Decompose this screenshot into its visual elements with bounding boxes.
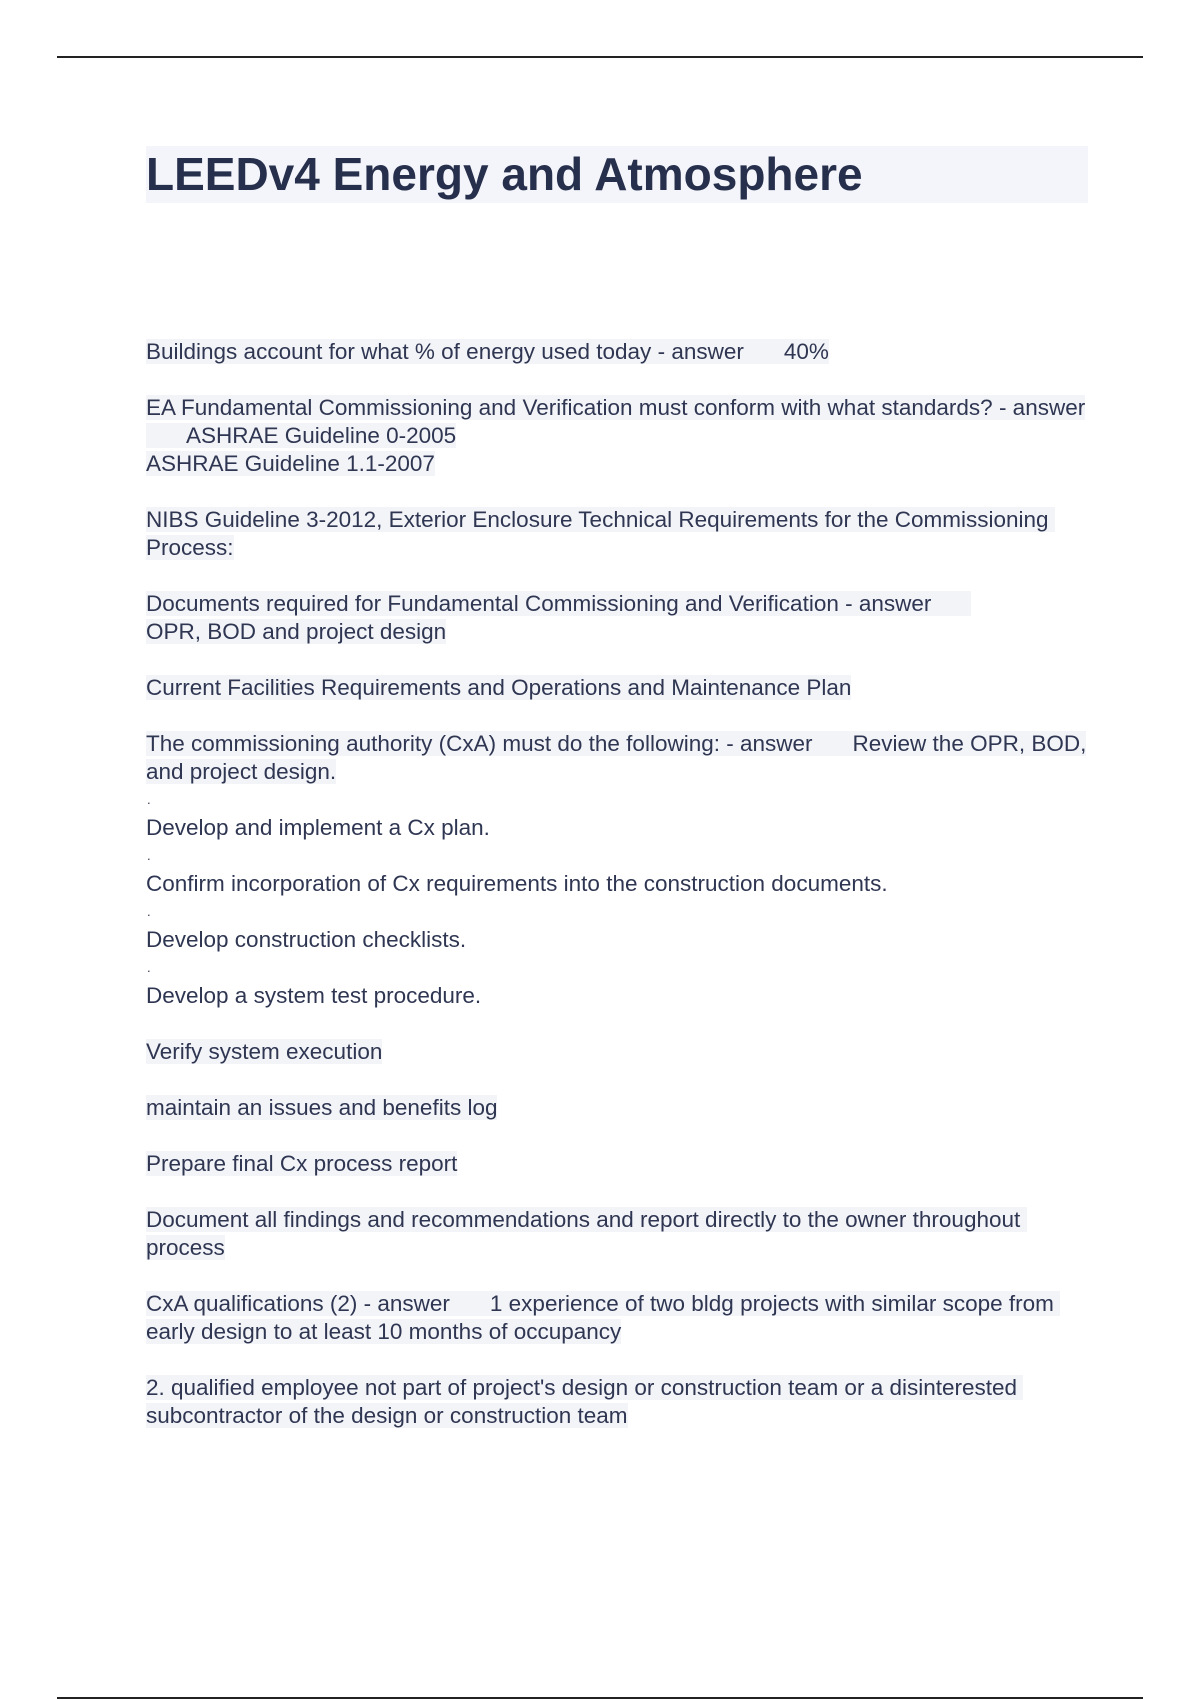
qa-item xyxy=(146,394,1096,478)
qa-paragraph xyxy=(146,1206,1096,1262)
answer-separator: - answer xyxy=(726,731,813,756)
extra-text: 2. qualified employee not part of project's design or construction team or a disinterested subcontractor of the design or construction team xyxy=(146,1375,1024,1428)
bullet-mark: . xyxy=(147,960,151,975)
top-rule xyxy=(57,56,1143,58)
answer-separator: - answer xyxy=(363,1291,450,1316)
question-text: Documents required for Fundamental Commissioning and Verification xyxy=(146,591,839,616)
answer-text: ASHRAE Guideline 0-2005 xyxy=(186,423,457,448)
question-text: EA Fundamental Commissioning and Verification must conform with what standards? xyxy=(146,395,993,420)
answer-text: Review the OPR, BOD, and project design. xyxy=(146,731,1087,784)
paragraph-text: Verify system execution xyxy=(146,1039,383,1064)
list-item: Confirm incorporation of Cx requirements into the construction documents. xyxy=(146,871,888,896)
list-item: Develop construction checklists. xyxy=(146,927,467,952)
bullet-mark: . xyxy=(147,792,151,807)
qa-item xyxy=(146,338,1096,366)
page-title: LEEDv4 Energy and Atmosphere xyxy=(146,148,863,200)
answer-text: OPR, BOD and project design xyxy=(146,619,447,644)
answer-text: ASHRAE Guideline 1.1-2007 xyxy=(146,451,435,476)
answer-text: 40% xyxy=(783,339,829,364)
qa-extra xyxy=(146,674,1096,702)
bullet-mark: . xyxy=(147,848,151,863)
bottom-rule xyxy=(57,1697,1143,1699)
qa-paragraph xyxy=(146,1094,1096,1122)
document-body xyxy=(146,338,1096,1458)
qa-extra xyxy=(146,1374,1096,1430)
extra-text: Current Facilities Requirements and Operations and Maintenance Plan xyxy=(146,675,852,700)
bullet-mark: . xyxy=(147,904,151,919)
answer-separator: - answer xyxy=(998,395,1086,420)
qa-item xyxy=(146,730,1096,1010)
qa-paragraph xyxy=(146,1038,1096,1066)
question-text: CxA qualifications (2) xyxy=(146,1291,358,1316)
answer-text: 1 experience of two bldg projects with similar scope from early design to at least 10 months of occupancy xyxy=(146,1291,1061,1344)
answer-separator: - answer xyxy=(845,591,932,616)
question-text: Buildings account for what % of energy used today xyxy=(146,339,652,364)
paragraph-text: Prepare final Cx process report xyxy=(146,1151,458,1176)
question-text: The commissioning authority (CxA) must do the following: xyxy=(146,731,720,756)
list-item: Develop a system test procedure. xyxy=(146,983,482,1008)
extra-text: NIBS Guideline 3-2012, Exterior Enclosure Technical Requirements for the Commissioning Process: xyxy=(146,507,1055,560)
qa-item xyxy=(146,590,1096,646)
qa-paragraph xyxy=(146,1150,1096,1178)
qa-item xyxy=(146,1290,1096,1346)
paragraph-text: maintain an issues and benefits log xyxy=(146,1095,498,1120)
qa-extra xyxy=(146,506,1096,562)
list-item: Develop and implement a Cx plan. xyxy=(146,815,490,840)
paragraph-text: Document all findings and recommendations and report directly to the owner throughout process xyxy=(146,1207,1027,1260)
answer-separator: - answer xyxy=(657,339,744,364)
